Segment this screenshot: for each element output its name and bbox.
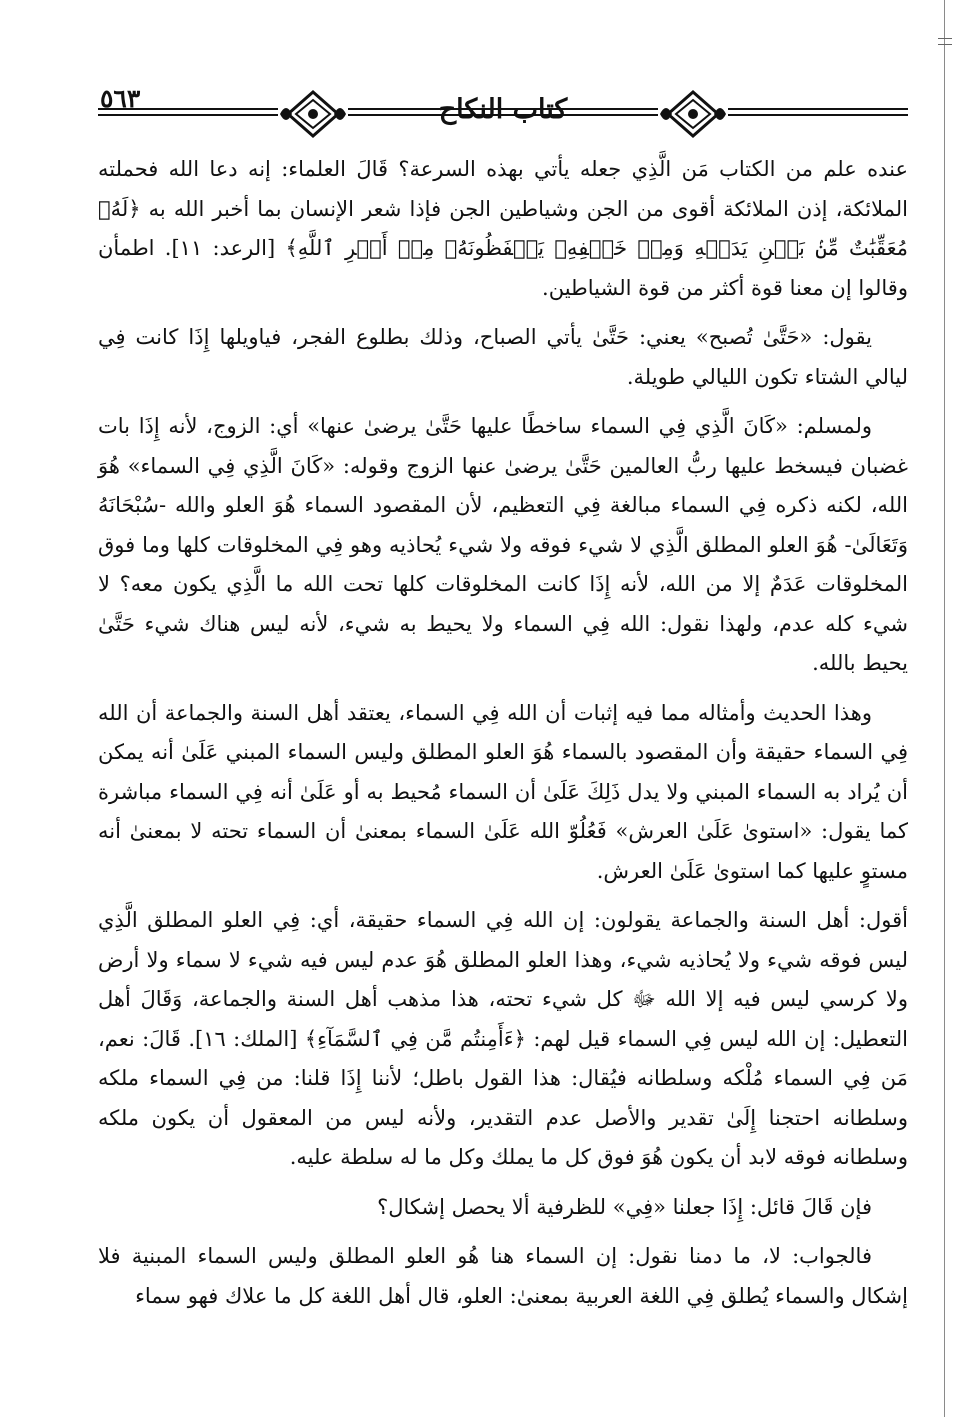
page-edge-tick: [938, 44, 952, 45]
floral-ornament-icon: [658, 88, 728, 140]
paragraph: فإن قَالَ قائل: إِذَا جعلنا «فِي» للظرفية ألا يحصل إشكال؟: [377, 1194, 872, 1219]
page-header: [98, 78, 908, 148]
page-number: ٥٦٣: [100, 84, 141, 113]
paragraph: يقول: «حَتَّىٰ تُصبح» يعني: حَتَّىٰ يأتي الصباح، وذلك بطلوع الفجر، فياويلها إِذَا كانت فِي ليالي الشتاء تكون الليالي طويلة.: [98, 325, 908, 389]
paragraph: عنده علم من الكتاب مَن الَّذِي جعله يأتي بهذه السرعة؟ قَالَ العلماء: إنه دعا الله فحملته الملائكة، إذن الملائكة أقوى من الجن وشياطين الجن فإذا شعر الإنسان بما أخبر الله به ﴿لَهُۥ مُعَقِّبَٰتٌ مِّنۢ بَيۡنِ يَدَيۡهِ وَمِنۡ خَلۡفِهِۦ يَحۡفَظُونَهُۥ مِنۡ أَمۡرِ ٱللَّهِ﴾ [الرعد: ١١]. اطمأن وقالوا إن معنا قوة أكثر من قوة الشياطين.: [98, 157, 908, 300]
paragraph: ولمسلم: «كَانَ الَّذِي فِي السماء ساخطًا عليها حَتَّىٰ يرضىٰ عنها» أي: الزوج، لأنه إِذَا بات غضبان فيسخط عليها ربُّ العالمين حَتَّىٰ يرضىٰ عنها الزوج وقوله: «كَانَ الَّذِي فِي السماء» هُوَ الله، لكنه ذكره فِي السماء مبالغة فِي التعظيم، لأن المقصود السماء هُوَ العلو والله -سُبْحَانَهُ وَتَعَالَىٰ- هُوَ العلو المطلق الَّذِي لا شيء فوقه ولا شيء يُحاذيه وهو فِي المخلوقات كلها وما فوق المخلوقات عَدَمٌ إلا من الله، لأنه إِذَا كانت المخلوقات كلها تحت الله ما الَّذِي يكون معه؟ لا شيء كله عدم، ولهذا نقول: الله فِي السماء ولا يحيط به شيء، لأنه ليس هناك شيء حَتَّىٰ يحيط بالله.: [98, 414, 908, 675]
paragraph: أقول: أهل السنة والجماعة يقولون: إن الله فِي السماء حقيقة، أي: فِي العلو المطلق الَّذِي ليس فوقه شيء ولا يُحاذيه شيء، وهذا العلو المطلق هُوَ عدم ليس فيه شيء لا سماء ولا أرض ولا كرسي ليس فيه إلا الله ﷻ كل شيء تحته، هذا مذهب أهل السنة والجماعة، وَقَالَ أهل التعطيل: إن الله ليس فِي السماء قيل لهم: ﴿ءَأَمِنتُم مَّن فِي ٱلسَّمَآءِ﴾ [الملك: ١٦]. قَالَ: نعم، مَن فِي السماء مُلْكه وسلطانه فيُقال: هذا القول باطل؛ لأننا إِذَا قلنا: من فِي السماء ملكه وسلطانه احتجنا إِلَىٰ تقدير والأصل عدم التقدير، ولأنه ليس من المعقول أن يكون ملكه وسلطانه فوقه لابد أن يكون هُوَ فوق كل ما يملك وكل ما له سلطة عليه.: [98, 908, 908, 1169]
paragraph: وهذا الحديث وأمثاله مما فيه إثبات أن الله فِي السماء، يعتقد أهل السنة والجماعة أن الله فِي السماء حقيقة وأن المقصود بالسماء هُوَ العلو المطلق وليس السماء المبني عَلَىٰ أنه يمكن أن يُراد به السماء المبني ولا يدل ذَلِكَ عَلَىٰ أن السماء مُحيط به أو عَلَىٰ أنه فِي السماء مباشرة كما يقول: «استوىٰ عَلَىٰ العرش» فَعُلُوّ الله عَلَىٰ السماء بمعنىٰ أن السماء تحته لا بمعنىٰ أنه مستوٍ عليها كما استوىٰ عَلَىٰ العرش.: [98, 700, 908, 883]
page-body: [98, 150, 908, 1326]
page-edge-tick: [938, 38, 952, 39]
floral-ornament-icon: [278, 88, 348, 140]
page-edge-line: [944, 0, 945, 1417]
paragraph: فالجواب: لا، ما دمنا نقول: إن السماء هنا هُو العلو المطلق وليس السماء المبنية فلا إشكال والسماء يُطلق فِي اللغة العربية بمعنىٰ: العلو، قال أهل اللغة كل ما علاك فهو سماء: [98, 1244, 908, 1308]
running-title: كتاب النكاح: [438, 94, 568, 125]
